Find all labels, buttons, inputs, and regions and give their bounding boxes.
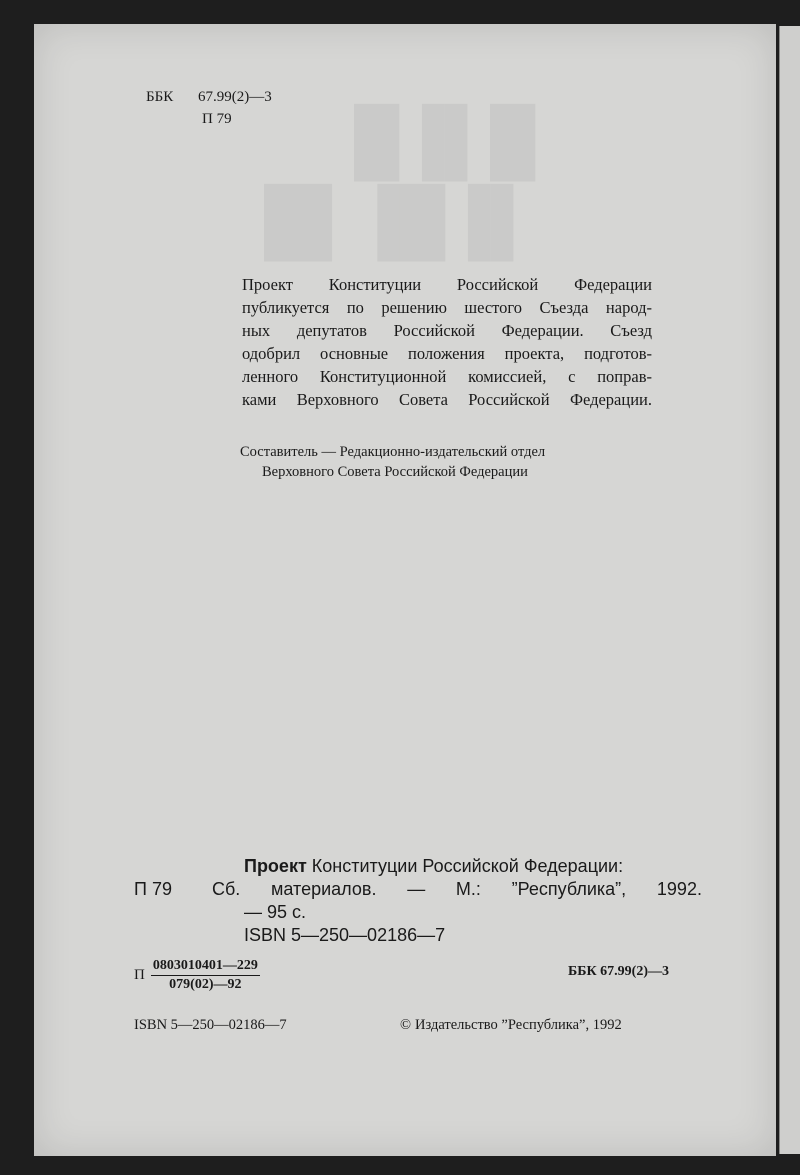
compiler-credit [240, 442, 640, 482]
classification-prefix: П [134, 967, 145, 983]
fraction-numerator: 0803010401—229 [151, 958, 260, 976]
fraction-denominator: 079(02)—92 [169, 977, 242, 992]
compiler-line-1: Составитель — Редакционно-издательский отдел [240, 444, 546, 460]
catalog-card [134, 855, 704, 947]
footer-isbn: ISBN 5—250—02186—7 [134, 1017, 287, 1033]
imprint-part: Сб. [212, 879, 241, 899]
catalog-isbn-line [134, 924, 704, 947]
catalog-pages: — 95 с. [244, 902, 307, 922]
imprint-part: М.: [455, 879, 481, 899]
bbk-code: 67.99(2)—3 [198, 89, 272, 105]
compiler-line-2: Верховного Совета Российской Федерации [262, 464, 528, 480]
copyright-notice [400, 1017, 622, 1034]
copyright-icon: © [400, 1017, 412, 1033]
classification-fraction [151, 958, 260, 993]
page-edge [779, 26, 800, 1154]
catalog-title-rest: Конституции Российской Федерации: [311, 856, 624, 876]
show-through-decoration: █▐▌█ [354, 105, 536, 176]
bbk-header [146, 86, 272, 130]
note-line: Проект Конституции Российской Федерации [242, 275, 652, 294]
imprint-part: ”Республика”, [511, 879, 627, 899]
imprint-part: материалов. [271, 879, 377, 899]
catalog-title-bold: Проект [244, 856, 307, 876]
catalog-index: П 79 [134, 879, 172, 899]
show-through-decoration: █▌▐█▐▌ [264, 185, 537, 256]
author-index: П 79 [202, 111, 232, 127]
note-line: ленного Конституционной комиссией, с поправ- [242, 367, 652, 386]
catalog-isbn: ISBN 5—250—02186—7 [244, 925, 446, 945]
note-line: ками Верховного Совета Российской Федерации. [242, 390, 652, 409]
note-line: ных депутатов Российской Федерации. Съезд [242, 321, 652, 340]
imprint-part: — [407, 879, 426, 899]
note-line: одобрил основные положения проекта, подготов- [242, 344, 652, 363]
catalog-pages-line [134, 901, 704, 924]
bbk-label: ББК [146, 89, 174, 105]
classification-code [134, 958, 260, 993]
catalog-imprint-line [134, 878, 704, 901]
note-line: публикуется по решению шестого Съезда народ- [242, 298, 652, 317]
publication-note [242, 273, 652, 411]
imprint-part: 1992. [656, 879, 702, 899]
copyright-text: Издательство ”Республика”, 1992 [415, 1017, 622, 1033]
catalog-title-line [134, 855, 704, 878]
bbk-classification: ББК 67.99(2)—3 [568, 964, 669, 979]
